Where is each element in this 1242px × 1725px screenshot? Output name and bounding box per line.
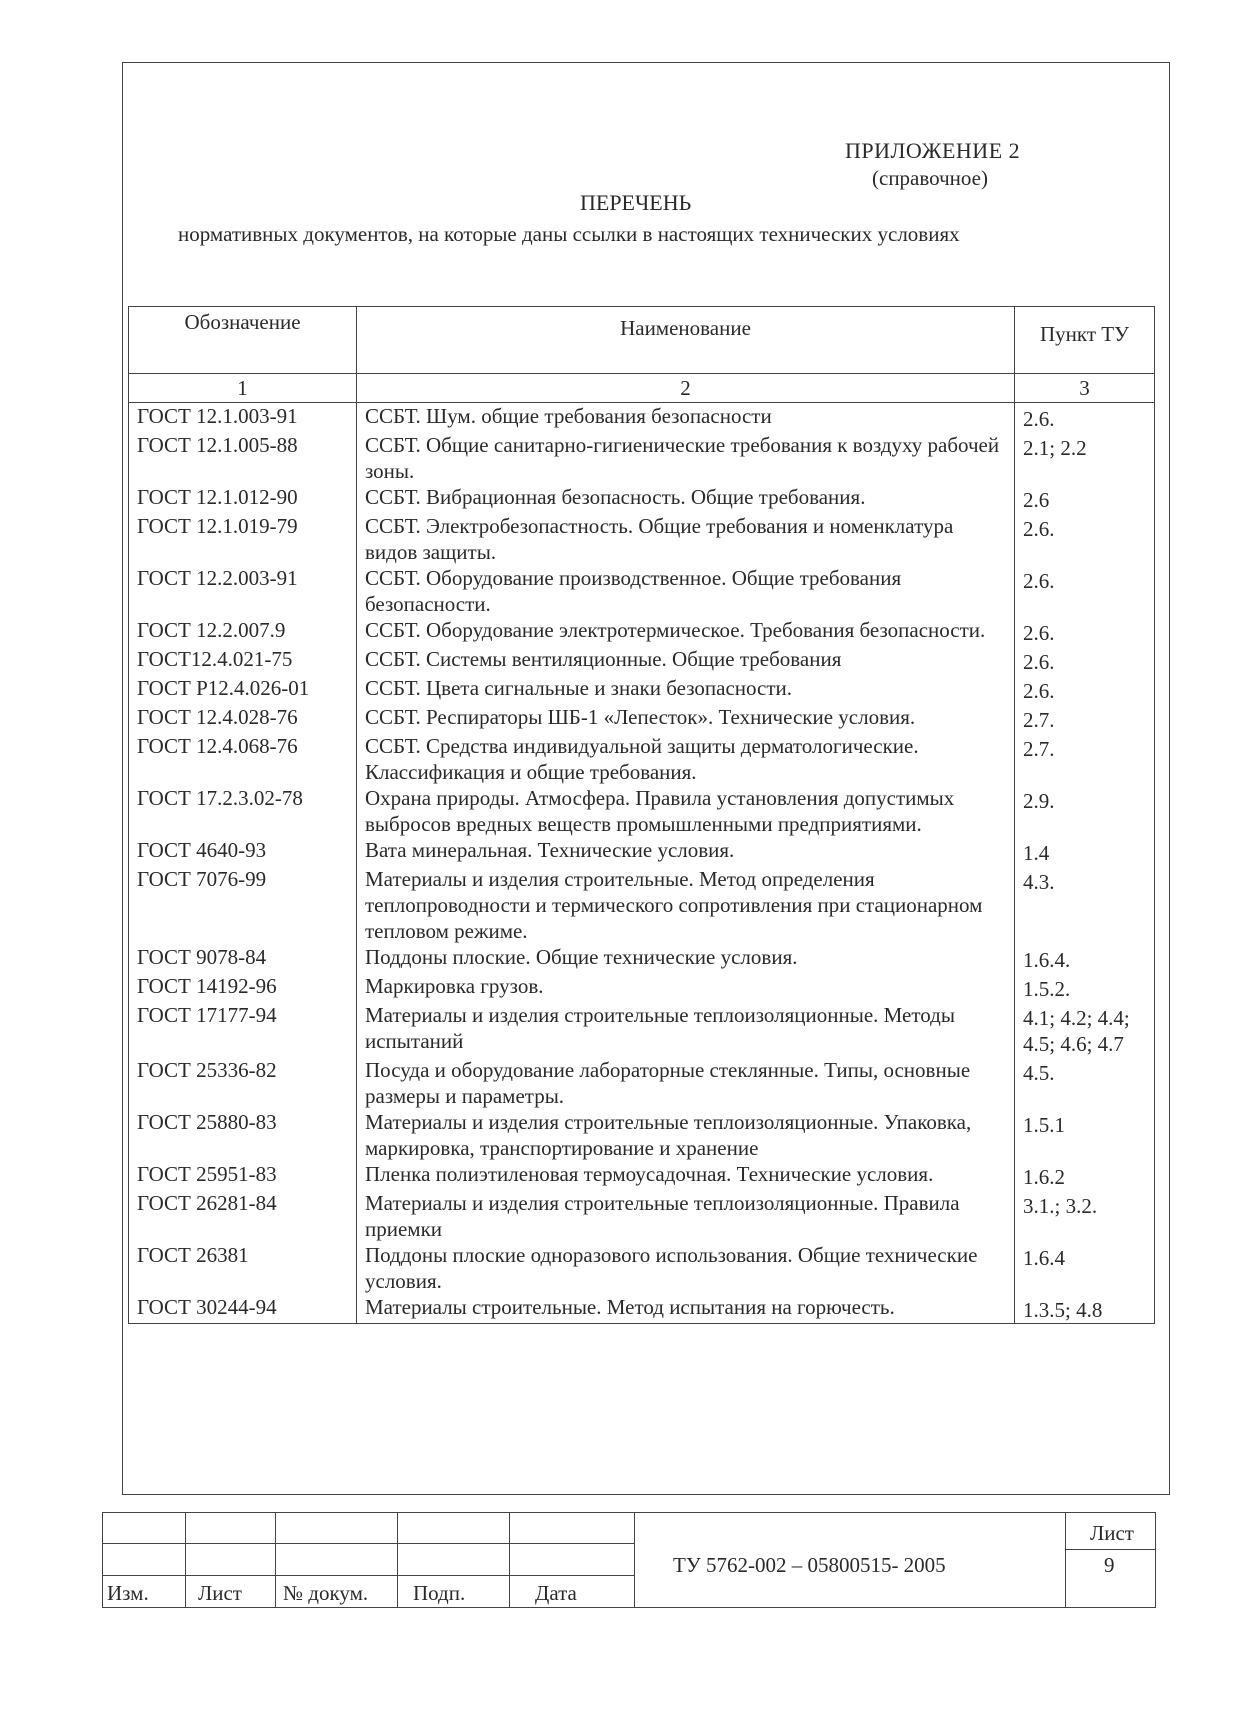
code-cell: ГОСТ 26281-84 [129, 1190, 357, 1242]
code-cell: ГОСТ 12.2.007.9 [129, 617, 357, 646]
clause-cell: 2.6. [1015, 646, 1155, 675]
clause-cell: 2.7. [1015, 733, 1155, 785]
clause-cell: 1.6.4. [1015, 944, 1155, 973]
code-cell: ГОСТ 12.4.028-76 [129, 704, 357, 733]
column-number-name: 2 [357, 374, 1015, 403]
name-cell: Материалы и изделия строительные. Метод определения теплопроводности и термического сопротивления при стационарном тепловом режиме. [357, 866, 1015, 944]
column-number-clause: 3 [1015, 374, 1155, 403]
clause-cell: 1.3.5; 4.8 [1015, 1294, 1155, 1324]
name-cell: ССБТ. Оборудование электротермическое. Требования безопасности. [357, 617, 1015, 646]
appendix-note: (справочное) [872, 166, 988, 190]
name-cell: ССБТ. Респираторы ШБ-1 «Лепесток». Технические условия. [357, 704, 1015, 733]
stamp-label-signature: Подп. [413, 1581, 466, 1605]
code-cell: ГОСТ 12.1.005-88 [129, 432, 357, 484]
code-cell: ГОСТ 12.1.012-90 [129, 484, 357, 513]
code-cell: ГОСТ 7076-99 [129, 866, 357, 944]
clause-cell: 1.6.4 [1015, 1242, 1155, 1294]
list-subtitle: нормативных документов, на которые даны ссылки в настоящих технических условиях [178, 222, 960, 246]
stamp-label-change: Изм. [107, 1581, 149, 1605]
clause-cell: 3.1.; 3.2. [1015, 1190, 1155, 1242]
table-row [129, 432, 1155, 484]
table-row [129, 1057, 1155, 1109]
table-row [129, 617, 1155, 646]
clause-cell: 4.5. [1015, 1057, 1155, 1109]
clause-cell: 2.6. [1015, 513, 1155, 565]
table-row [129, 944, 1155, 973]
document-code: ТУ 5762-002 – 05800515- 2005 [673, 1553, 946, 1577]
stamp-line [103, 1543, 635, 1544]
code-cell: ГОСТ 4640-93 [129, 837, 357, 866]
name-cell: Материалы и изделия строительные теплоизоляционные. Упаковка, маркировка, транспортирование и хранение [357, 1109, 1015, 1161]
name-cell: ССБТ. Электробезопастность. Общие требования и номенклатура видов защиты. [357, 513, 1015, 565]
column-header-name: Наименование [357, 307, 1015, 374]
table-row [129, 733, 1155, 785]
table-header-row [129, 307, 1155, 374]
clause-cell: 2.6. [1015, 403, 1155, 433]
name-cell: ССБТ. Шум. общие требования безопасности [357, 403, 1015, 433]
table-row [129, 1161, 1155, 1190]
document-header [0, 0, 1242, 300]
references-table [128, 306, 1155, 1324]
stamp-label-date: Дата [535, 1581, 577, 1605]
code-cell: ГОСТ Р12.4.026-01 [129, 675, 357, 704]
code-cell: ГОСТ 30244-94 [129, 1294, 357, 1324]
stamp-label-doc-no: № докум. [283, 1581, 369, 1605]
clause-cell: 2.6. [1015, 617, 1155, 646]
name-cell: Материалы и изделия строительные теплоизоляционные. Правила приемки [357, 1190, 1015, 1242]
clause-cell: 1.6.2 [1015, 1161, 1155, 1190]
code-cell: ГОСТ 12.1.003-91 [129, 403, 357, 433]
clause-cell: 2.6. [1015, 565, 1155, 617]
column-header-clause: Пункт ТУ [1015, 307, 1155, 374]
name-cell: Маркировка грузов. [357, 973, 1015, 1002]
table-row [129, 837, 1155, 866]
code-cell: ГОСТ 17177-94 [129, 1002, 357, 1057]
clause-cell: 1.5.2. [1015, 973, 1155, 1002]
name-cell: Вата минеральная. Технические условия. [357, 837, 1015, 866]
table-row [129, 704, 1155, 733]
code-cell: ГОСТ 12.4.068-76 [129, 733, 357, 785]
code-cell: ГОСТ 14192-96 [129, 973, 357, 1002]
sheet-label: Лист [1090, 1521, 1134, 1545]
clause-cell: 4.1; 4.2; 4.4; 4.5; 4.6; 4.7 [1015, 1002, 1155, 1057]
name-cell: Материалы и изделия строительные теплоизоляционные. Методы испытаний [357, 1002, 1015, 1057]
code-cell: ГОСТ 26381 [129, 1242, 357, 1294]
clause-cell: 2.6. [1015, 675, 1155, 704]
table-row [129, 973, 1155, 1002]
sheet-number: 9 [1104, 1553, 1115, 1577]
clause-cell: 4.3. [1015, 866, 1155, 944]
clause-cell: 2.9. [1015, 785, 1155, 837]
table-row [129, 403, 1155, 433]
stamp-label-sheet: Лист [198, 1581, 242, 1605]
list-title: ПЕРЕЧЕНЬ [580, 190, 692, 215]
clause-cell: 1.5.1 [1015, 1109, 1155, 1161]
table-row [129, 1109, 1155, 1161]
code-cell: ГОСТ 17.2.3.02-78 [129, 785, 357, 837]
code-cell: ГОСТ 9078-84 [129, 944, 357, 973]
table-row [129, 1294, 1155, 1324]
appendix-title: ПРИЛОЖЕНИЕ 2 [845, 138, 1021, 163]
column-header-code: Обозначение [129, 307, 357, 374]
code-cell: ГОСТ 12.2.003-91 [129, 565, 357, 617]
code-cell: ГОСТ 25880-83 [129, 1109, 357, 1161]
name-cell: ССБТ. Цвета сигнальные и знаки безопасности. [357, 675, 1015, 704]
name-cell: ССБТ. Вибрационная безопасность. Общие требования. [357, 484, 1015, 513]
clause-cell: 2.7. [1015, 704, 1155, 733]
sheet-box-divider [1066, 1549, 1156, 1550]
table-row [129, 484, 1155, 513]
table-row [129, 785, 1155, 837]
stamp-line [103, 1575, 635, 1576]
column-number-code: 1 [129, 374, 357, 403]
table-body [129, 403, 1155, 1324]
table-row [129, 675, 1155, 704]
name-cell: Материалы строительные. Метод испытания на горючесть. [357, 1294, 1015, 1324]
name-cell: Охрана природы. Атмосфера. Правила установления допустимых выбросов вредных веществ промышленными предприятиями. [357, 785, 1015, 837]
title-block [102, 1512, 1156, 1608]
name-cell: Поддоны плоские. Общие технические условия. [357, 944, 1015, 973]
code-cell: ГОСТ 25951-83 [129, 1161, 357, 1190]
code-cell: ГОСТ 25336-82 [129, 1057, 357, 1109]
clause-cell: 2.1; 2.2 [1015, 432, 1155, 484]
table-row [129, 513, 1155, 565]
table-row [129, 1190, 1155, 1242]
code-cell: ГОСТ12.4.021-75 [129, 646, 357, 675]
table-row [129, 646, 1155, 675]
column-number-row [129, 374, 1155, 403]
name-cell: Посуда и оборудование лабораторные стеклянные. Типы, основные размеры и параметры. [357, 1057, 1015, 1109]
title-block-grid [103, 1513, 635, 1607]
table-row [129, 565, 1155, 617]
clause-cell: 1.4 [1015, 837, 1155, 866]
code-cell: ГОСТ 12.1.019-79 [129, 513, 357, 565]
table-row [129, 1002, 1155, 1057]
name-cell: ССБТ. Средства индивидуальной защиты дерматологические. Классификация и общие требования. [357, 733, 1015, 785]
table-row [129, 1242, 1155, 1294]
name-cell: ССБТ. Общие санитарно-гигиенические требования к воздуху рабочей зоны. [357, 432, 1015, 484]
name-cell: ССБТ. Оборудование производственное. Общие требования безопасности. [357, 565, 1015, 617]
sheet-box [1065, 1513, 1155, 1607]
name-cell: Поддоны плоские одноразового использования. Общие технические условия. [357, 1242, 1015, 1294]
clause-cell: 2.6 [1015, 484, 1155, 513]
name-cell: ССБТ. Системы вентиляционные. Общие требования [357, 646, 1015, 675]
table-row [129, 866, 1155, 944]
name-cell: Пленка полиэтиленовая термоусадочная. Технические условия. [357, 1161, 1015, 1190]
